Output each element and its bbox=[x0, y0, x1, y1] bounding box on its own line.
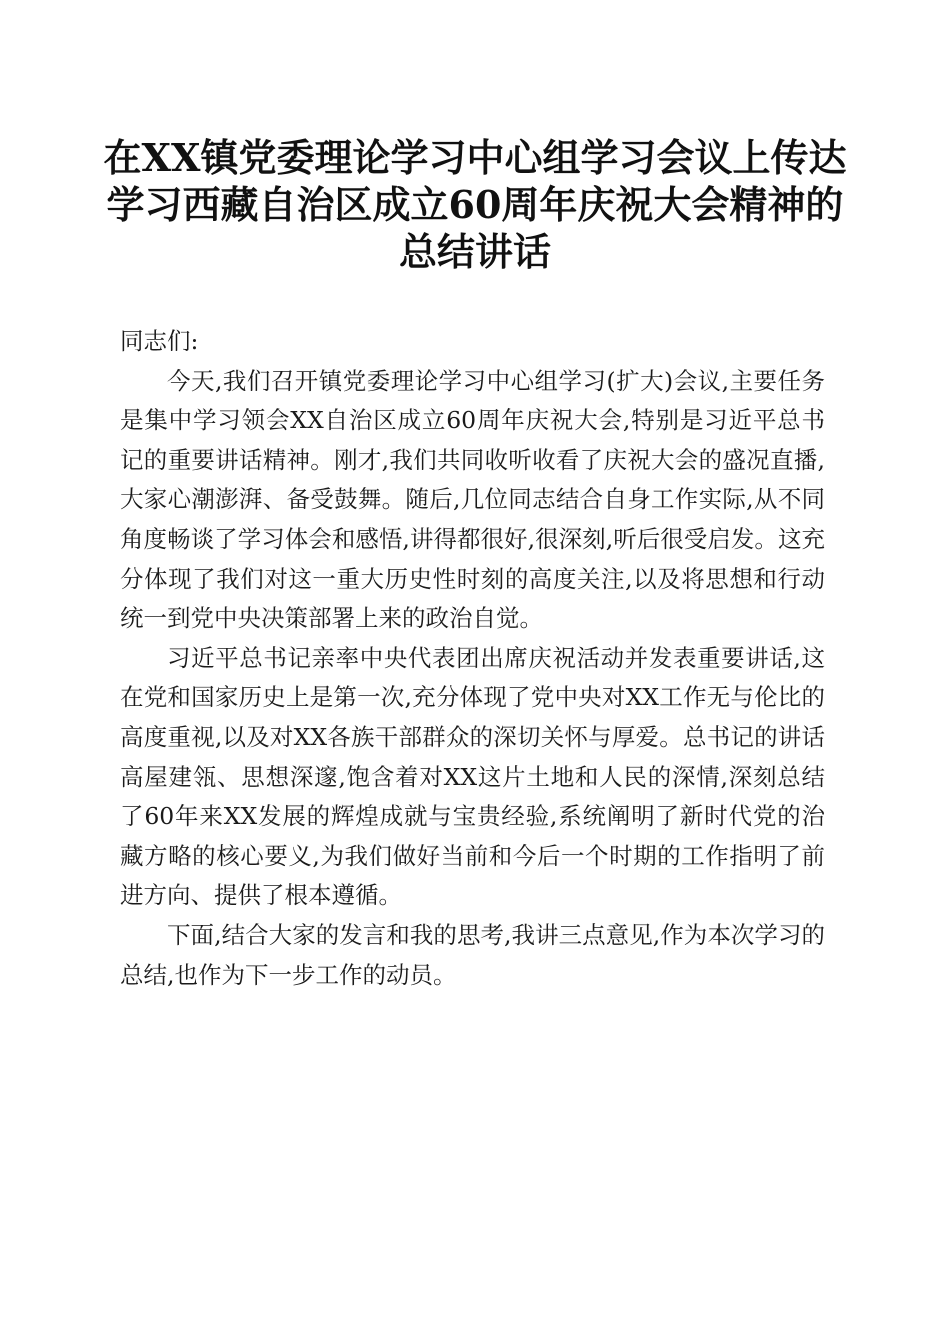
document-title bbox=[100, 134, 850, 275]
title-line-1: 在XX镇党委理论学习中心组学习会议上传达 bbox=[103, 135, 847, 180]
salutation: 同志们: bbox=[120, 327, 199, 355]
document-body bbox=[120, 322, 825, 995]
paragraph-1: 今天,我们召开镇党委理论学习中心组学习(扩大)会议,主要任务是集中学习领会XX自治区成立60周年庆祝大会,特别是习近平总书记的重要讲话精神。刚才,我们共同收听收看了庆祝大会的盛况直播,大家心潮澎湃、备受鼓舞。随后,几位同志结合自身工作实际,从不同角度畅谈了学习体会和感悟,讲得都很好,很深刻,听后很受启发。这充分体现了我们对这一重大历史性时刻的高度关注,以及将思想和行动统一到党中央决策部署上来的政治自觉。 bbox=[120, 366, 825, 633]
paragraph-3: 下面,结合大家的发言和我的思考,我讲三点意见,作为本次学习的总结,也作为下一步工作的动员。 bbox=[120, 920, 825, 989]
paragraph-2: 习近平总书记亲率中央代表团出席庆祝活动并发表重要讲话,这在党和国家历史上是第一次,充分体现了党中央对XX工作无与伦比的高度重视,以及对XX各族干部群众的深切关怀与厚爱。总书记的讲话高屋建瓴、思想深邃,饱含着对XX这片土地和人民的深情,深刻总结了60年来XX发展的辉煌成就与宝贵经验,系统阐明了新时代党的治藏方略的核心要义,为我们做好当前和今后一个时期的工作指明了前进方向、提供了根本遵循。 bbox=[120, 643, 825, 910]
title-line-3: 总结讲话 bbox=[398, 229, 551, 274]
title-line-2: 学习西藏自治区成立60周年庆祝大会精神的 bbox=[106, 182, 844, 227]
